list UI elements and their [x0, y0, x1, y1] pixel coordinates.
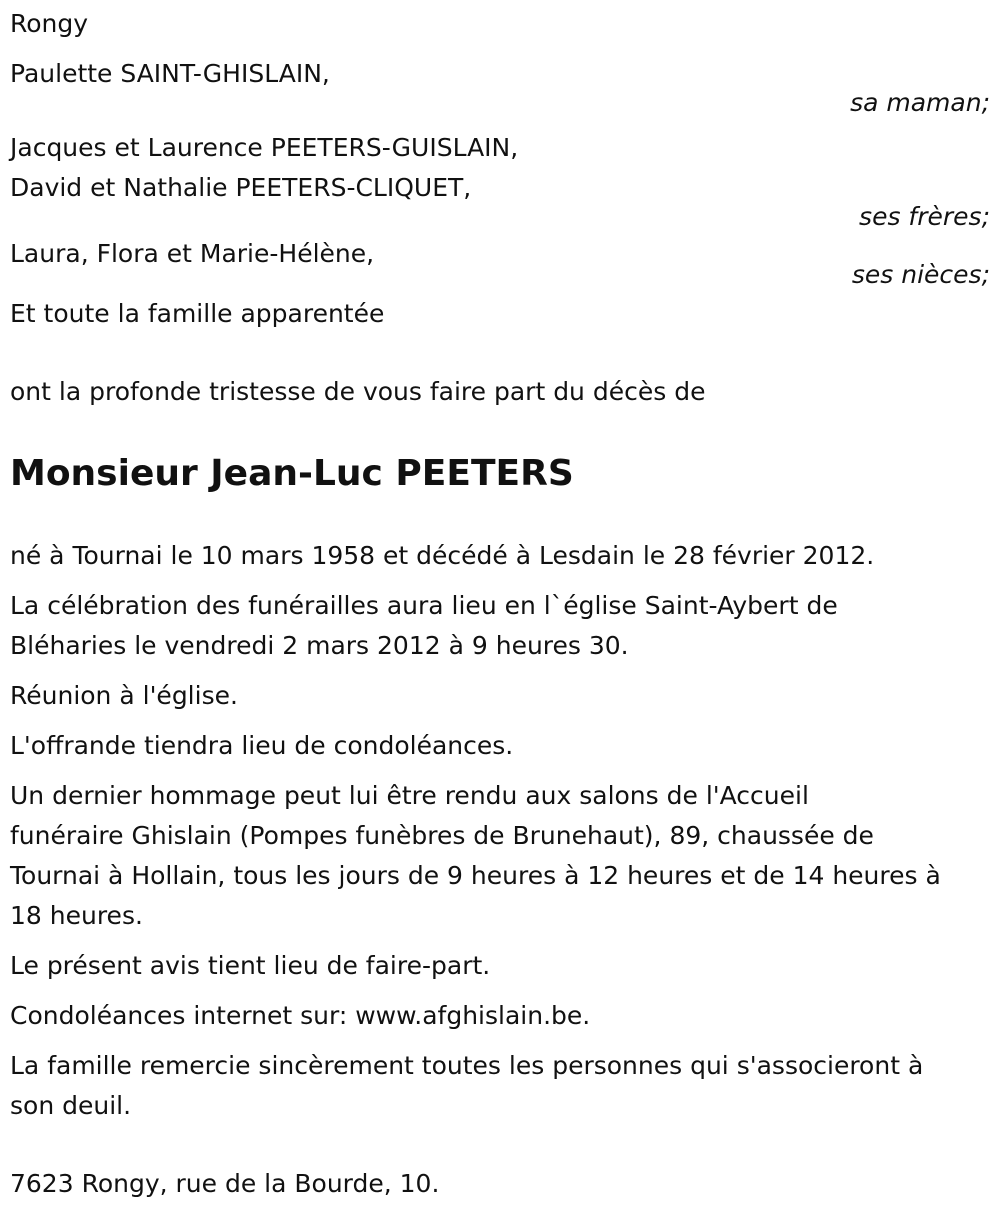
location-header: Rongy: [10, 9, 89, 38]
mourner-name: Paulette SAINT-GHISLAIN,: [10, 59, 330, 88]
paragraph-line: La famille remercie sincèrement toutes les personnes qui s'associeront à: [10, 1051, 924, 1080]
mourner-group-nieces: [10, 234, 990, 290]
thanks-paragraph: [10, 1046, 990, 1126]
announcement-intro: ont la profonde tristesse de vous faire part du décès de: [10, 377, 706, 406]
mourner-group-brothers: [10, 128, 990, 232]
mourner-name: David et Nathalie PEETERS-CLIQUET,: [10, 173, 472, 202]
mourner-name: Laura, Flora et Marie-Hélène,: [10, 239, 375, 268]
relation-label: ses frères;: [859, 202, 990, 231]
relation-label: ses nièces;: [851, 260, 990, 289]
mourner-name: Jacques et Laurence PEETERS-GUISLAIN,: [10, 133, 519, 162]
meeting-paragraph: Réunion à l'église.: [10, 681, 238, 710]
tribute-paragraph: [10, 776, 990, 936]
family-line: Et toute la famille apparentée: [10, 299, 385, 328]
paragraph-line: Un dernier hommage peut lui être rendu aux salons de l'Accueil: [10, 781, 809, 810]
paragraph-line: Bléharies le vendredi 2 mars 2012 à 9 heures 30.: [10, 631, 629, 660]
paragraph-line: La célébration des funérailles aura lieu en l`église Saint-Aybert de: [10, 591, 838, 620]
deceased-name: Monsieur Jean-Luc PEETERS: [10, 453, 574, 494]
notice-paragraph: Le présent avis tient lieu de faire-part.: [10, 951, 491, 980]
paragraph-line: Tournai à Hollain, tous les jours de 9 heures à 12 heures et de 14 heures à: [10, 861, 941, 890]
paragraph-line: son deuil.: [10, 1091, 132, 1120]
offering-paragraph: L'offrande tiendra lieu de condoléances.: [10, 731, 514, 760]
paragraph-line: 18 heures.: [10, 901, 143, 930]
mourner-group-mother: [10, 54, 990, 118]
condolences-paragraph: Condoléances internet sur: www.afghislain.be.: [10, 1001, 591, 1030]
funeral-paragraph: [10, 586, 990, 666]
paragraph-line: funéraire Ghislain (Pompes funèbres de Brunehaut), 89, chaussée de: [10, 821, 874, 850]
relation-label: sa maman;: [850, 88, 990, 117]
address-line: 7623 Rongy, rue de la Bourde, 10.: [10, 1169, 440, 1198]
birth-death-paragraph: né à Tournai le 10 mars 1958 et décédé à Lesdain le 28 février 2012.: [10, 541, 875, 570]
